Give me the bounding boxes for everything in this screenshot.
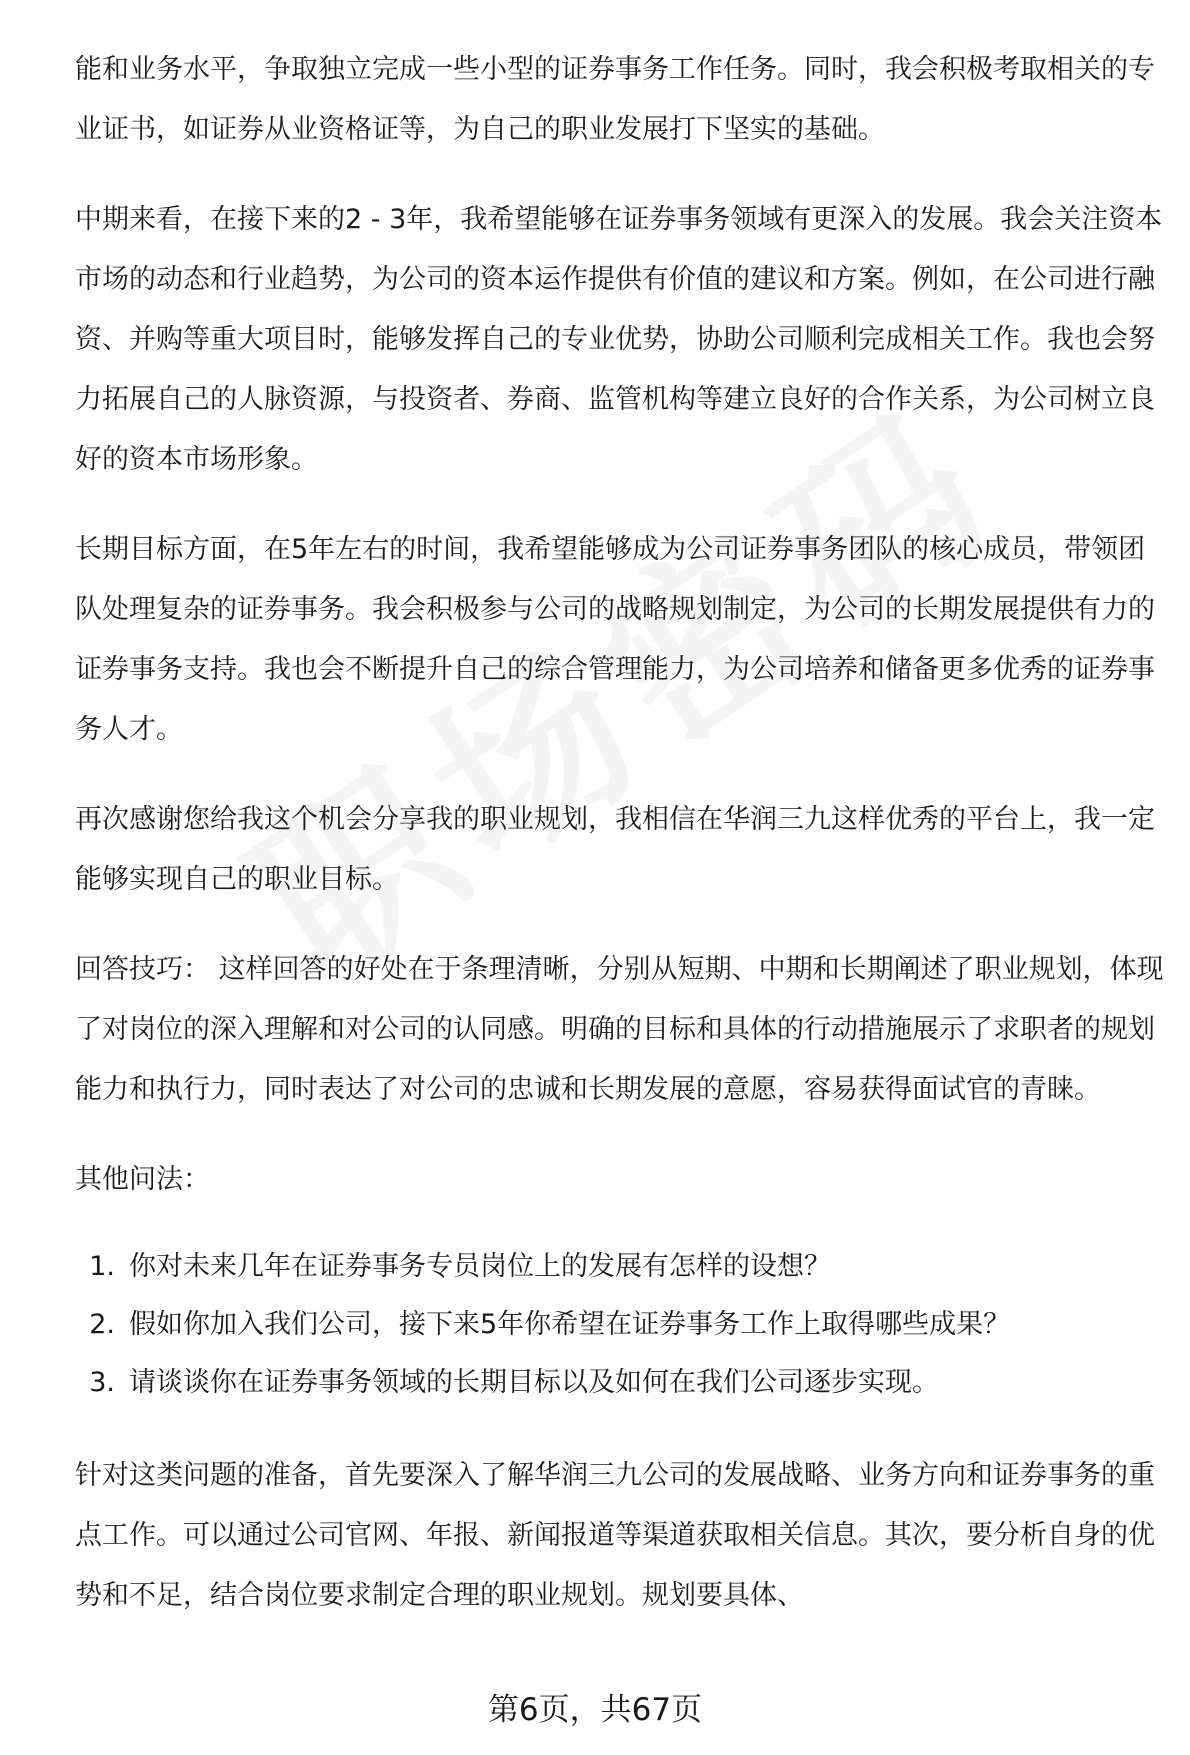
other-questions-list [75, 1238, 1165, 1412]
list-item-text: 请谈谈你在证券事务领域的长期目标以及如何在我们公司逐步实现。 [129, 1367, 939, 1398]
paragraph-other-questions-heading: 其他问法： [75, 1164, 210, 1195]
list-item [75, 1238, 1165, 1296]
list-item [75, 1296, 1165, 1354]
list-item-text: 假如你加入我们公司，接下来5年你希望在证券事务工作上取得哪些成果？ [129, 1309, 1011, 1340]
list-item-number: 2. [89, 1309, 115, 1340]
paragraph-answer-tips: 回答技巧： 这样回答的好处在于条理清晰，分别从短期、中期和长期阐述了职业规划，体现了对岗位的深入理解和对公司的认同感。明确的目标和具体的行动措施展示了求职者的规划能力和执行力，同时表达了对公司的忠诚和长期发展的意愿，容易获得面试官的青睐。 [75, 954, 1164, 1105]
list-item-text: 你对未来几年在证券事务专员岗位上的发展有怎样的设想？ [129, 1251, 831, 1282]
list-item-number: 1. [89, 1251, 115, 1282]
paragraph-short-term-end: 能和业务水平，争取独立完成一些小型的证券事务工作任务。同时，我会积极考取相关的专业证书，如证券从业资格证等，为自己的职业发展打下坚实的基础。 [75, 54, 1155, 145]
list-item-number: 3. [89, 1367, 115, 1398]
paragraph-preparation: 针对这类问题的准备，首先要深入了解华润三九公司的发展战略、业务方向和证券事务的重点工作。可以通过公司官网、年报、新闻报道等渠道获取相关信息。其次，要分析自身的优势和不足，结合岗位要求制定合理的职业规划。规划要具体、 [75, 1460, 1155, 1611]
paragraph-long-term: 长期目标方面，在5年左右的时间，我希望能够成为公司证券事务团队的核心成员，带领团队处理复杂的证券事务。我会积极参与公司的战略规划制定，为公司的长期发展提供有力的证券事务支持。我也会不断提升自己的综合管理能力，为公司培养和储备更多优秀的证券事务人才。 [75, 534, 1155, 745]
paragraph-thanks: 再次感谢您给我这个机会分享我的职业规划，我相信在华润三九这样优秀的平台上，我一定能够实现自己的职业目标。 [75, 804, 1155, 895]
document-page [75, 40, 1165, 1656]
list-item [75, 1354, 1165, 1412]
paragraph-mid-term: 中期来看，在接下来的2 - 3年，我希望能够在证券事务领域有更深入的发展。我会关注资本市场的动态和行业趋势，为公司的资本运作提供有价值的建议和方案。例如，在公司进行融资、并购等重大项目时，能够发挥自己的专业优势，协助公司顺利完成相关工作。我也会努力拓展自己的人脉资源，与投资者、券商、监管机构等建立良好的合作关系，为公司树立良好的资本市场形象。 [75, 204, 1163, 475]
page-number-footer: 第6页，共67页 [487, 1692, 703, 1728]
